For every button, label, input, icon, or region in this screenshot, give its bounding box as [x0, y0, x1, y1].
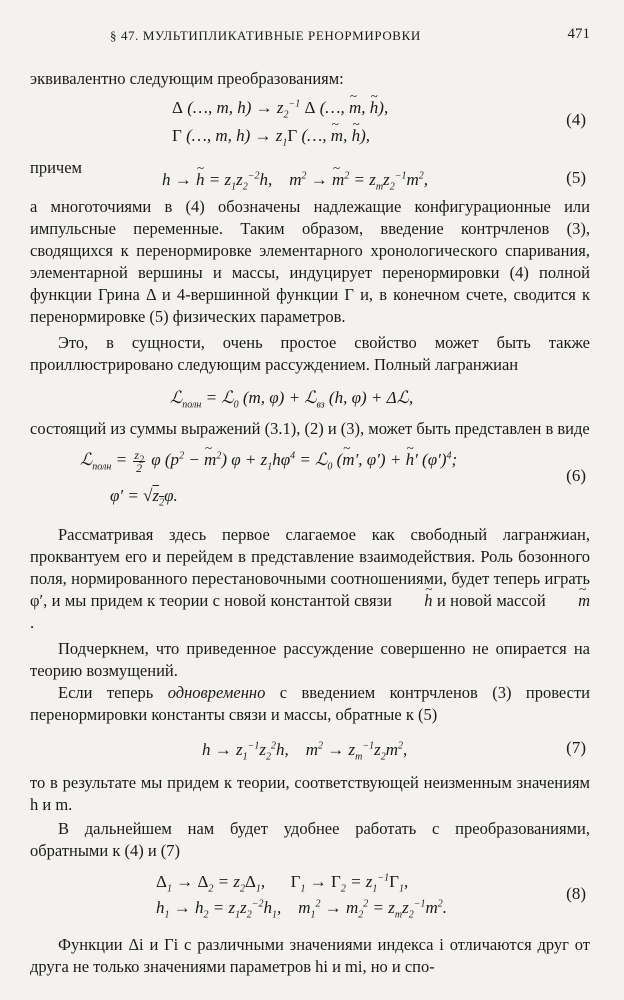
running-head	[30, 18, 590, 42]
equation-number-7: (7)	[566, 738, 586, 757]
paragraph-10: Функции Δi и Γi с различными значениями индекса i отличаются друг от друга не только значениями параметров hi и mi, но и спо-	[30, 935, 590, 976]
equation-number-4: (4)	[566, 110, 586, 129]
equation-5: причем h → ~ $h = z_1z_2^{-2}h$, $m^2$ → ~ $m^2 = z_mz_2^{-1}m^2$, (5)	[30, 158, 590, 188]
equation-6: ℒ$_{полн}$ = $\frac{z_2}{2}$ φ ($p^2$ − ~ $m^2$) $\varphi + z_1h\varphi^4$ = ℒ$_0$ (~ m′, φ′) + ~ h′ $(\varphi')^4$; $\varphi' = √z_2\varphi$. (6)	[30, 446, 590, 514]
paragraph-1: эквивалентно следующим преобразованиям:	[30, 69, 344, 88]
equation-number-5: (5)	[566, 168, 586, 187]
paragraph-8: то в результате мы придем к теории, соответствующей неизменным значениям h и m.	[30, 773, 590, 814]
paragraph-5: Рассматривая здесь первое слагаемое как свободный лагранжиан, проквантуем его и перейдем в представление взаимодействия. Роль бозонного поля, нормированного перестановочными соотношениями, будет теперь играть φ′, и мы придем к теории с новой константой связи ~ h и новой массой ~ m.	[30, 524, 590, 634]
prichem-label: причем	[30, 158, 82, 177]
paragraph-3: Это, в сущности, очень простое свойство может быть также проиллюстрировано следующим рассуждением. Полный лагранжиан	[30, 333, 590, 374]
equation-number-6: (6)	[566, 466, 586, 485]
paragraph-2: а многоточиями в (4) обозначены надлежащие конфигурационные или импульсные переменные. Таким образом, введение контрчленов (3), сводящихся к перенормировке элементарного хронологического спаривания, элементарной вершины и массы, индуцирует перенормировки (4) полной функции Грина Δ и 4-вершинной функции Γ и, в конечном счете, сводится к перенормировке (5) физических параметров.	[30, 197, 590, 326]
equation-number-8: (8)	[566, 884, 586, 903]
paragraph-7: Если теперь одновременно с введением контрчленов (3) провести перенормировки константы связи и массы, обратные к (5)	[30, 683, 591, 724]
paragraph-4: состоящий из суммы выражений (3.1), (2) и (3), может быть представлен в виде	[30, 419, 590, 438]
page-number: 471	[567, 26, 590, 42]
book-page	[30, 18, 590, 978]
section-title: § 47. МУЛЬТИПЛИКАТИВНЫЕ РЕНОРМИРОВКИ	[110, 28, 421, 43]
paragraph-6: Подчеркнем, что приведенное рассуждение совершенно не опирается на теорию возмущений.	[30, 639, 590, 680]
equation-4: Δ (…, m, $h) \to z_2^{-1}$ Δ (…, ~ m, ~ h), Γ (…, m, $h) \to z_1\Gamma$ (…, ~ m, ~ h), (4)	[30, 96, 590, 152]
equation-8: $\Delta_1 \to \Delta_2 = z_2\Delta_1$, $\Gamma_1 \to \Gamma_2 = z_1^{-1}\Gamma_1$, $h_1 \to h_2 = z_1z_2^{-2}h_1$, $m_1^2 \to m_2^2 = z_mz_2^{-1}m^2$. (8)	[156, 872, 586, 921]
lagrangian-equation: ℒ$_{полн}$ = ℒ$_0$ (m, φ) + ℒ$_{вз}$ (h, φ) + Δℒ,	[170, 388, 414, 411]
equation-7: $h \to z_1^{-1}z_2^2h$, $m^2 \to z_m^{-1}z_2m^2$, (7)	[202, 738, 586, 763]
paragraph-9: В дальнейшем нам будет удобнее работать с преобразованиями, обратными к (4) и (7)	[30, 819, 590, 860]
